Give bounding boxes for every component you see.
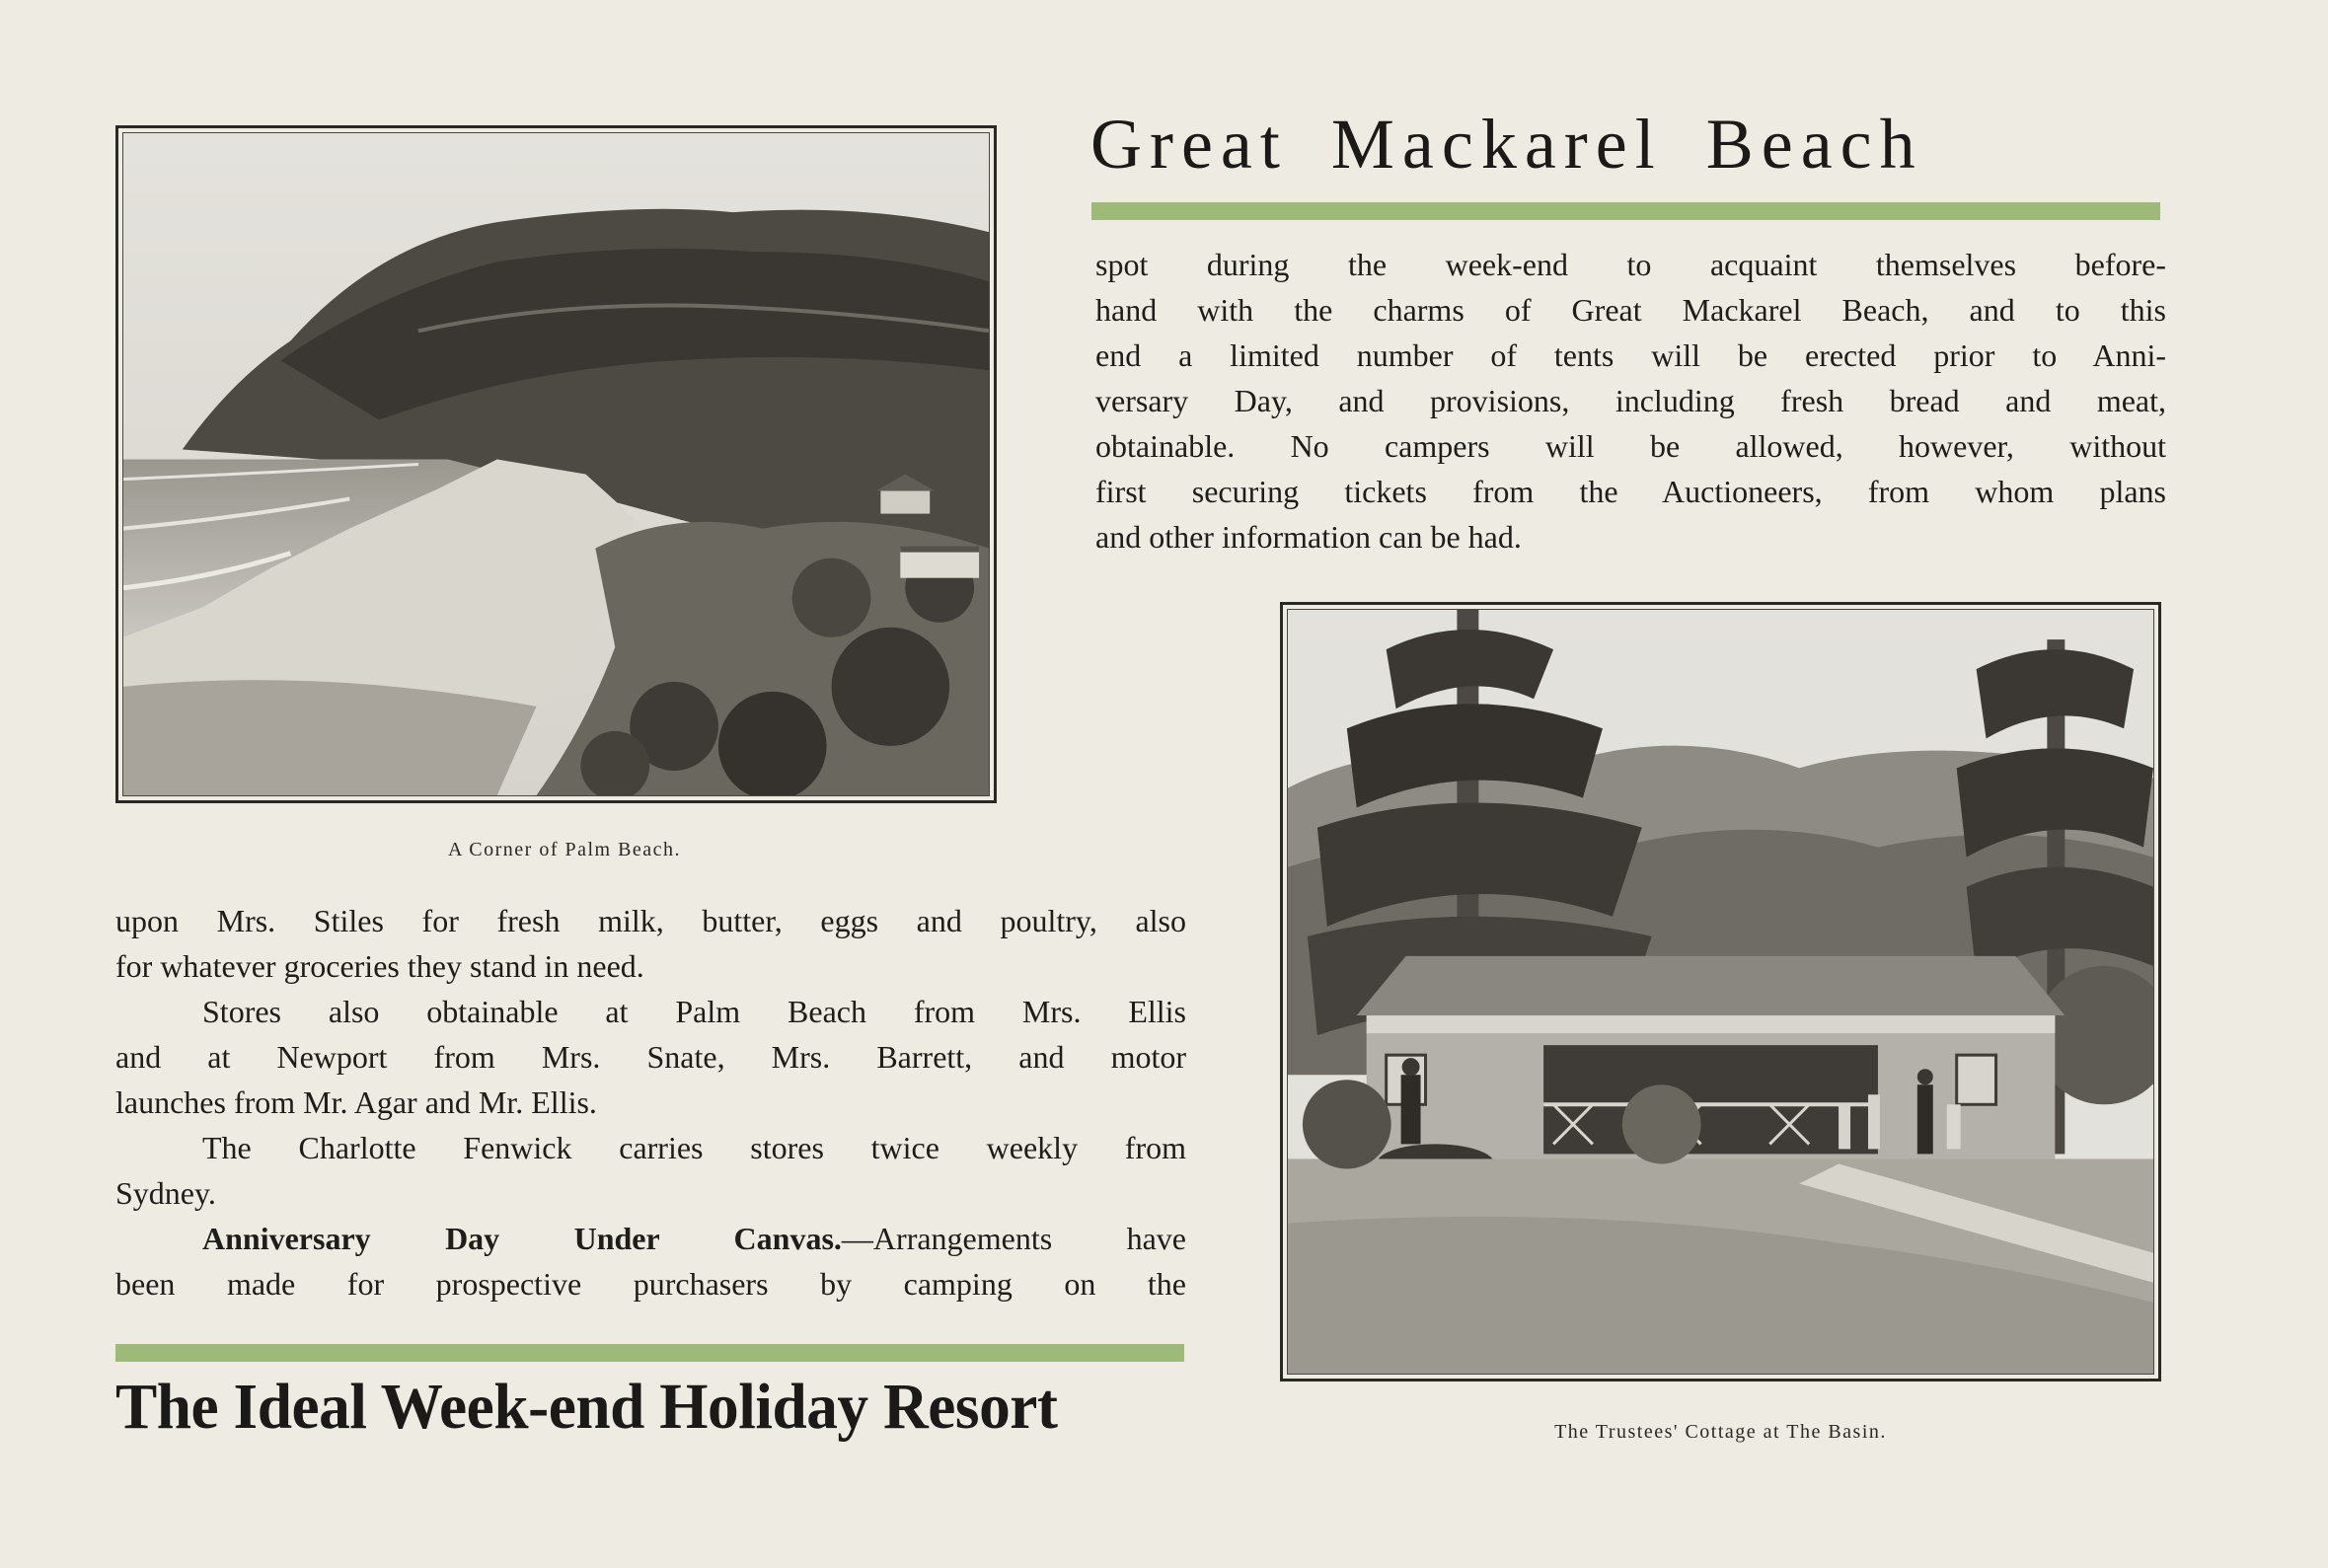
- text-run: —Arrangements have: [841, 1221, 1187, 1256]
- page-title: Great Mackarel Beach: [1090, 105, 1923, 184]
- text-line: obtainable. No campers will be allowed, however, without: [1095, 428, 2166, 464]
- palm-beach-image: [123, 133, 989, 795]
- text-line: upon Mrs. Stiles for fresh milk, butter, eggs and poultry, also: [115, 903, 1186, 938]
- section-heading-inline: Anniversary Day Under Canvas.: [202, 1221, 842, 1256]
- text-line: and other information can be had.: [1095, 519, 1522, 555]
- text-line: been made for prospective purchasers by camping on the: [115, 1266, 1186, 1302]
- right-paragraph: [1095, 242, 2166, 560]
- text-line: Sydney.: [115, 1175, 216, 1211]
- left-paragraph: [115, 898, 1186, 1307]
- text-line: and at Newport from Mrs. Snate, Mrs. Barrett, and motor: [115, 1039, 1186, 1075]
- text-line: The Charlotte Fenwick carries stores twice weekly from: [202, 1130, 1186, 1165]
- cottage-image: [1288, 610, 2153, 1374]
- title-underline-bar: [1091, 202, 2160, 220]
- text-line: spot during the week-end to acquaint themselves before-: [1095, 247, 2166, 282]
- bottom-heading: The Ideal Week-end Holiday Resort: [115, 1371, 1058, 1443]
- palm-beach-photo: [115, 125, 997, 803]
- text-line: Stores also obtainable at Palm Beach from Mrs. Ellis: [202, 994, 1186, 1029]
- text-line: launches from Mr. Agar and Mr. Ellis.: [115, 1084, 597, 1120]
- cottage-photo: [1280, 602, 2161, 1381]
- text-line: first securing tickets from the Auctioneers, from whom plans: [1095, 474, 2166, 509]
- palm-beach-caption: A Corner of Palm Beach.: [447, 839, 682, 860]
- text-line: versary Day, and provisions, including fresh bread and meat,: [1095, 383, 2166, 418]
- text-line: hand with the charms of Great Mackarel Beach, and to this: [1095, 292, 2166, 328]
- bottom-heading-bar: [115, 1344, 1184, 1362]
- cottage-caption: The Trustees' Cottage at The Basin.: [1554, 1421, 1887, 1443]
- text-line: end a limited number of tents will be erected prior to Anni-: [1095, 337, 2166, 373]
- text-line: for whatever groceries they stand in need.: [115, 948, 644, 984]
- text-line: [115, 1216, 1186, 1261]
